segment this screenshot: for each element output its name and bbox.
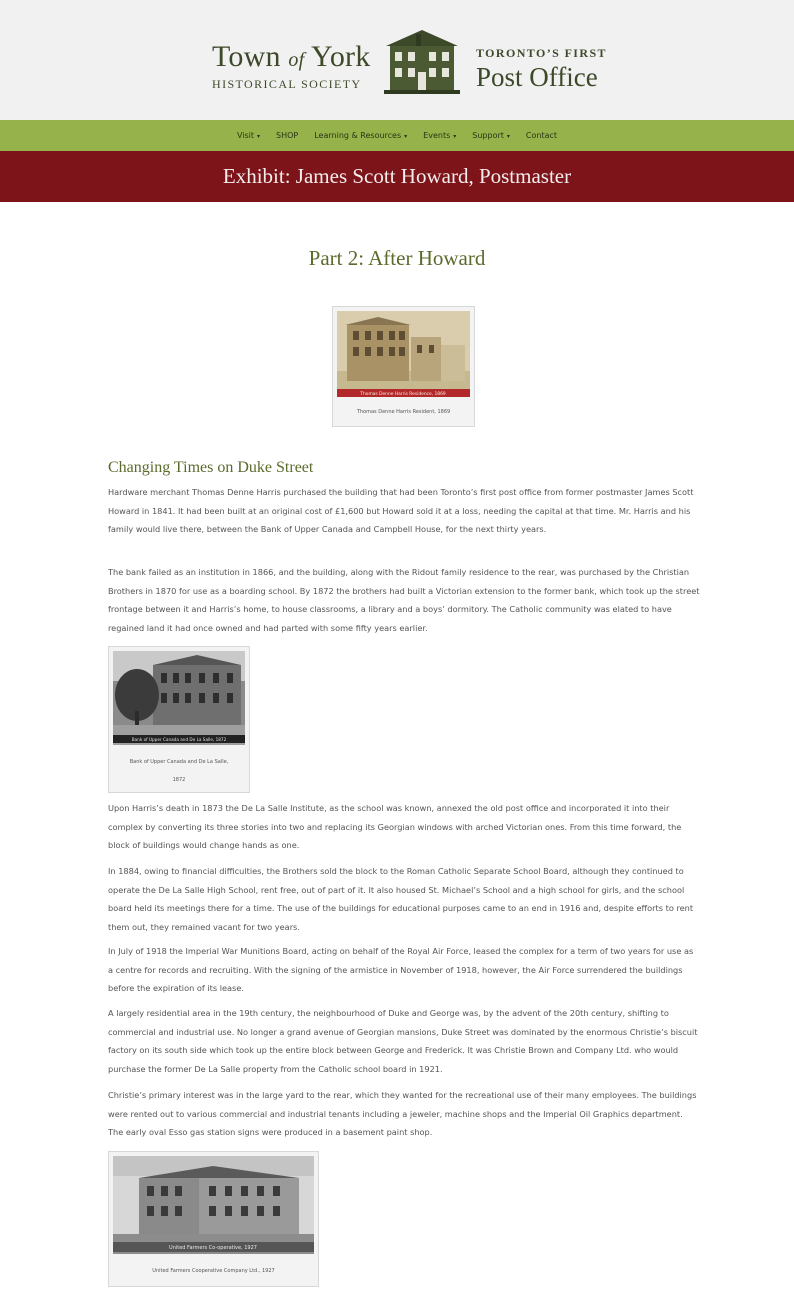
nav-item-label: SHOP	[276, 131, 299, 140]
paragraph-7: Christie’s primary interest was in the large yard to the rear, which they wanted for the recreational use of their many employees. The buildings were rented out to various commercial and industrial tenants including a jeweler, machine shops and the Imperial Oil Graphics department. The early oval Esso gas station signs were produced in a basement paint shop.	[108, 1090, 697, 1137]
logo-torontos-first: TORONTO’S FIRST	[476, 46, 607, 60]
chevron-down-icon: ▾	[506, 133, 510, 140]
nav-item-label: Support	[472, 131, 504, 140]
society-logo[interactable]	[212, 42, 370, 92]
post-office-logo[interactable]	[476, 46, 607, 91]
paragraph-5: In July of 1918 the Imperial War Munitions Board, acting on behalf of the Royal Air Force, leased the complex for a term of two years for use as a centre for records and recruiting. With the signing of the armistice in November of 1918, however, the Air Force surrendered the buildings before the expiration of its lease.	[108, 946, 694, 993]
nav-item-label: Visit	[236, 131, 254, 140]
nav-item-label: Events	[423, 131, 451, 140]
figure-caption: United Farmers Cooperative Company Ltd., 1927	[152, 1268, 275, 1274]
nav-item-contact[interactable]	[526, 131, 557, 140]
harris-residence-photo[interactable]	[337, 311, 470, 397]
nav-item-shop[interactable]	[276, 131, 298, 140]
united-farmers-photo[interactable]	[113, 1156, 314, 1254]
caption-line-2: 1872	[172, 777, 186, 783]
figure-caption: Thomas Denne Harris Resident, 1869	[356, 409, 451, 415]
post-office-building-icon	[378, 24, 466, 96]
caption-line-1: Bank of Upper Canada and De La Salle,	[129, 759, 229, 765]
exhibit-banner	[0, 151, 794, 202]
figure-bank-de-la-salle	[108, 646, 250, 793]
exhibit-title: Exhibit: James Scott Howard, Postmaster	[222, 164, 572, 188]
logo-of: of	[288, 49, 305, 71]
nav-item-support[interactable]	[472, 131, 510, 140]
logo-post-office: Post Office	[476, 62, 598, 92]
nav-item-label: Contact	[525, 131, 558, 140]
nav-item-learning-resources[interactable]	[314, 131, 407, 140]
figure-harris-residence	[332, 306, 475, 427]
logo-historical-society: HISTORICAL SOCIETY	[212, 77, 362, 91]
section-title: Changing Times on Duke Street	[108, 459, 314, 476]
paragraph-1: Hardware merchant Thomas Denne Harris purchased the building that had been Toronto’s first post office from former postmaster James Scott Howard in 1841. It had been built at an original cost of £1,600 but Howard sold it at a loss, needing the capital at that time. Mr. Harris and his family would live there, between the Bank of Upper Canada and Campbell House, for the next thirty years.	[108, 487, 694, 534]
nav-item-label: Learning & Resources	[314, 131, 402, 140]
paragraph-4: In 1884, owing to financial difficulties, the Brothers sold the block to the Roman Catholic Separate School Board, although they continued to operate the De La Salle High School, rent free, out of part of it. It also housed St. Michael’s School and a high school for girls, and the school board held its meetings there for a time. The use of the buildings for educational purposes came to an end in 1916 and, despite efforts to rent them out, they remained vacant for two years.	[108, 866, 694, 932]
chevron-down-icon: ▾	[404, 133, 408, 140]
chevron-down-icon: ▾	[257, 133, 261, 140]
chevron-down-icon: ▾	[453, 133, 457, 140]
site-header	[0, 0, 794, 120]
bank-de-la-salle-photo[interactable]	[113, 651, 245, 745]
paragraph-2: The bank failed as an institution in 1866, and the building, along with the Ridout family residence to the rear, was purchased by the Christian Brothers in 1870 for use as a boarding school. By 1872 the brothers had built a Victorian extension to the former bank, which took up the street frontage between it and Harris’s home, to house classrooms, a library and a boys’ dormitory. The Catholic community was elated to have regained land it had once owned and had parted with some fifty years earlier.	[108, 567, 700, 633]
photo-overlay-text: Bank of Upper Canada and De La Salle, 1872	[131, 737, 227, 742]
nav-item-events[interactable]	[423, 131, 456, 140]
logo-town: Town	[212, 40, 281, 73]
part-title: Part 2: After Howard	[308, 246, 486, 270]
paragraph-3: Upon Harris’s death in 1873 the De La Salle Institute, as the school was known, annexed the old post office and incorporated it into their complex by converting its three stories into two and replacing its Georgian windows with arched Victorian ones. From this time forward, the block of buildings would change hands as one.	[108, 803, 682, 850]
logo-york: York	[310, 40, 371, 73]
figure-caption	[113, 753, 245, 789]
paragraph-6: A largely residential area in the 19th century, the neighbourhood of Duke and George was, by the advent of the 20th century, shifting to commercial and industrial use. No longer a grand avenue of Georgian mansions, Duke Street was dominated by the enormous Christie’s biscuit factory on its south side which took up the entire block between George and Frederick. It was Christie Brown and Company Ltd. who would purchase the former De La Salle property from the Catholic school board in 1921.	[108, 1008, 698, 1074]
photo-overlay-text: Thomas Denne Harris Residence, 1869	[360, 392, 446, 397]
figure-united-farmers	[108, 1151, 319, 1287]
nav-item-visit[interactable]	[237, 131, 260, 140]
main-nav	[0, 120, 794, 151]
photo-overlay-text: United Farmers Co-operative, 1927	[169, 1245, 257, 1251]
